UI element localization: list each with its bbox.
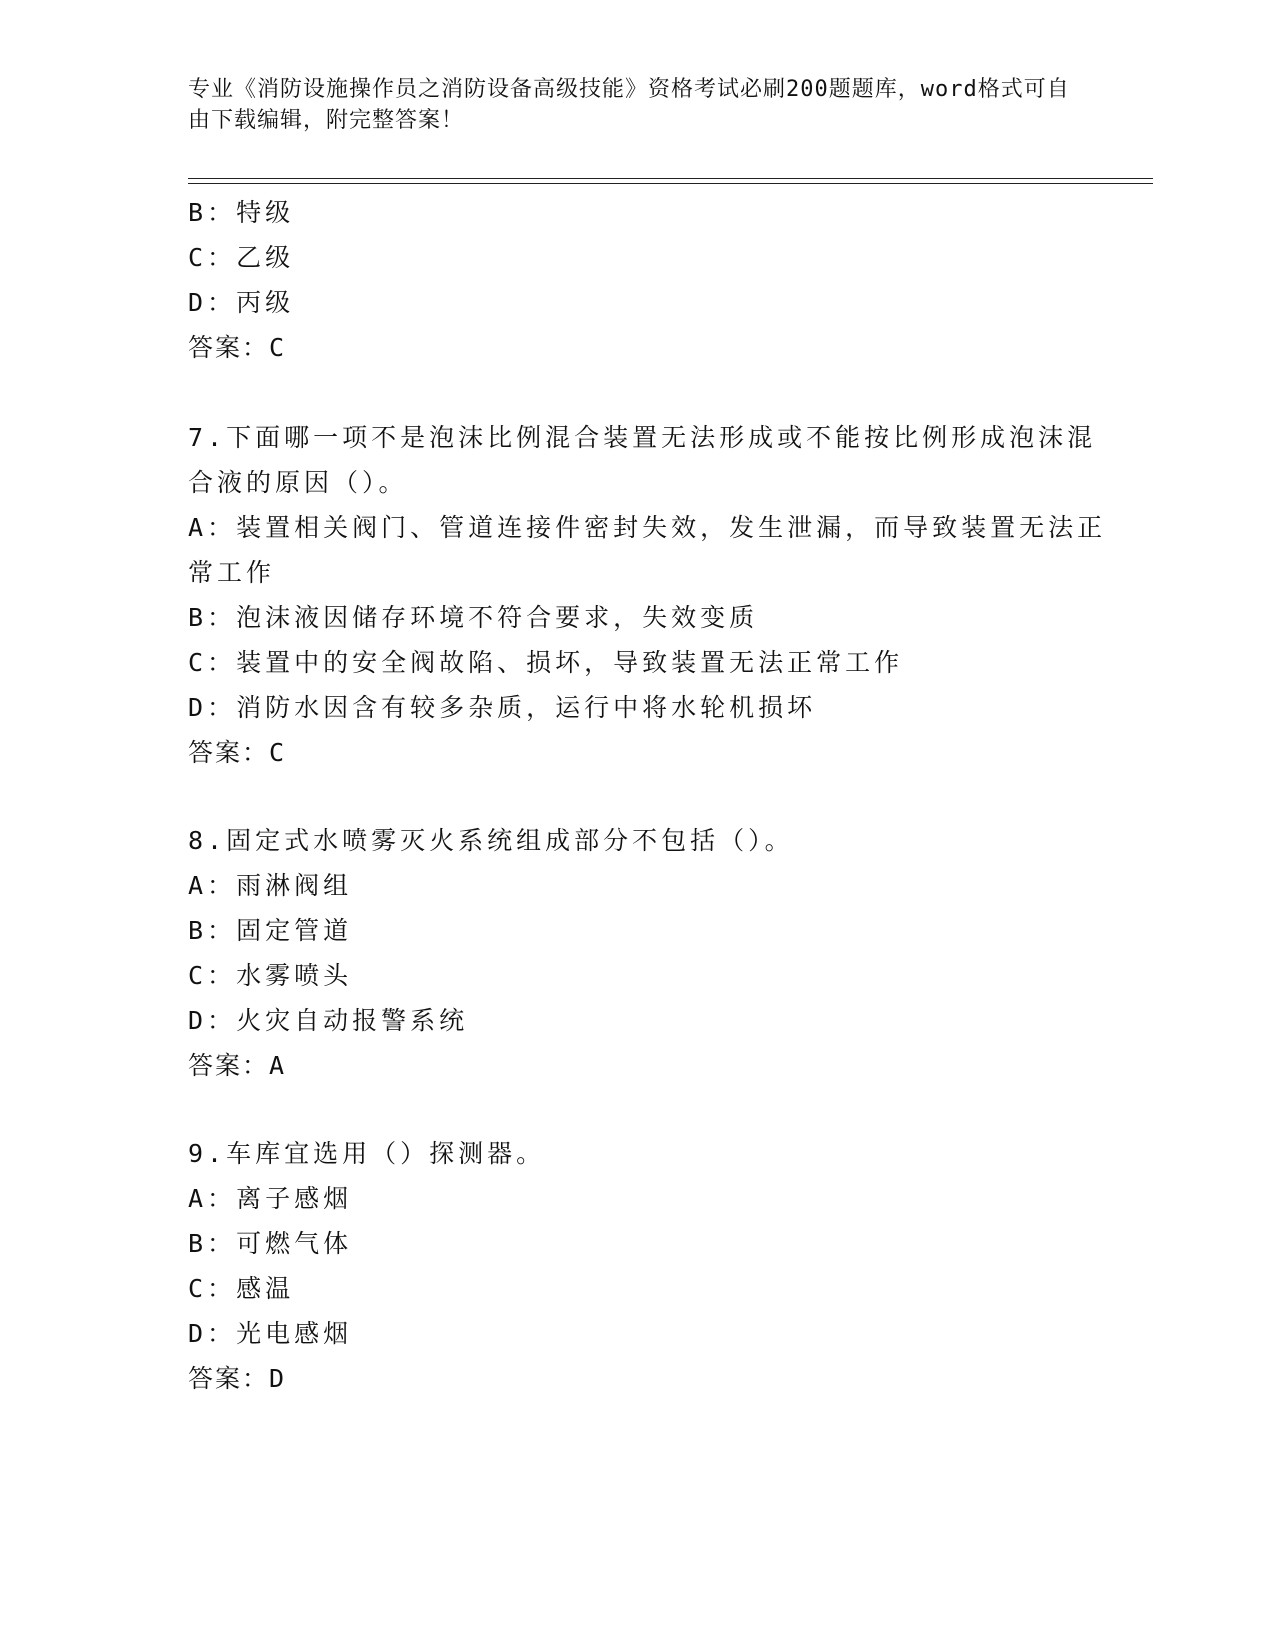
question-6-continuation	[188, 190, 1108, 370]
option-label: C：	[188, 1274, 237, 1303]
option-label: B：	[188, 1229, 237, 1258]
answer-line: 答案：C	[188, 738, 287, 767]
option-d	[188, 685, 1108, 730]
option-c	[188, 953, 1108, 998]
question-stem: 9.车库宜选用（）探测器。	[188, 1139, 546, 1168]
option-text: 雨淋阀组	[236, 871, 353, 900]
answer-line: 答案：D	[188, 1364, 287, 1393]
option-text: 火灾自动报警系统	[236, 1006, 469, 1035]
option-c	[188, 1266, 1108, 1311]
option-a	[188, 863, 1108, 908]
question-stem: 7.下面哪一项不是泡沫比例混合装置无法形成或不能按比例形成泡沫混合液的原因（）。	[188, 423, 1097, 497]
option-d	[188, 1311, 1108, 1356]
document-header: 专业《消防设施操作员之消防设备高级技能》资格考试必刷200题题库，word格式可自由下载编辑，附完整答案！	[188, 77, 1070, 133]
header-rule-bottom	[188, 183, 1153, 184]
option-text: 消防水因含有较多杂质，运行中将水轮机损坏	[236, 693, 817, 722]
option-text: 泡沫液因储存环境不符合要求，失效变质	[236, 603, 759, 632]
option-label: C：	[188, 243, 237, 272]
question-7	[188, 415, 1108, 775]
option-text: 感温	[236, 1274, 295, 1303]
option-text: 水雾喷头	[236, 961, 353, 990]
option-text: 乙级	[236, 243, 295, 272]
answer-line: 答案：C	[188, 333, 287, 362]
option-label: A：	[188, 1184, 237, 1213]
option-d	[188, 998, 1108, 1043]
option-c	[188, 640, 1108, 685]
option-label: D：	[188, 288, 237, 317]
option-label: D：	[188, 1319, 237, 1348]
option-text: 离子感烟	[236, 1184, 353, 1213]
question-stem: 8.固定式水喷雾灭火系统组成部分不包括（）。	[188, 826, 794, 855]
option-text: 丙级	[236, 288, 295, 317]
option-label: D：	[188, 693, 237, 722]
option-d	[188, 280, 1108, 325]
option-text: 光电感烟	[236, 1319, 353, 1348]
option-text: 可燃气体	[236, 1229, 353, 1258]
option-a	[188, 505, 1108, 595]
option-text: 固定管道	[236, 916, 353, 945]
option-b	[188, 190, 1108, 235]
option-a	[188, 1176, 1108, 1221]
option-b	[188, 595, 1108, 640]
option-label: C：	[188, 961, 237, 990]
option-label: D：	[188, 1006, 237, 1035]
option-b	[188, 908, 1108, 953]
option-label: A：	[188, 513, 237, 542]
question-9	[188, 1131, 1108, 1401]
option-label: B：	[188, 603, 237, 632]
option-text: 特级	[236, 198, 295, 227]
document-body	[188, 190, 1108, 1401]
option-text: 装置中的安全阀故陷、损坏，导致装置无法正常工作	[236, 648, 904, 677]
header-rule-top	[188, 178, 1153, 179]
option-label: B：	[188, 916, 237, 945]
question-8	[188, 818, 1108, 1088]
option-c	[188, 235, 1108, 280]
option-label: A：	[188, 871, 237, 900]
option-label: C：	[188, 648, 237, 677]
option-label: B：	[188, 198, 237, 227]
option-text: 装置相关阀门、管道连接件密封失效，发生泄漏，而导致装置无法正常工作	[188, 513, 1107, 587]
answer-line: 答案：A	[188, 1051, 287, 1080]
option-b	[188, 1221, 1108, 1266]
